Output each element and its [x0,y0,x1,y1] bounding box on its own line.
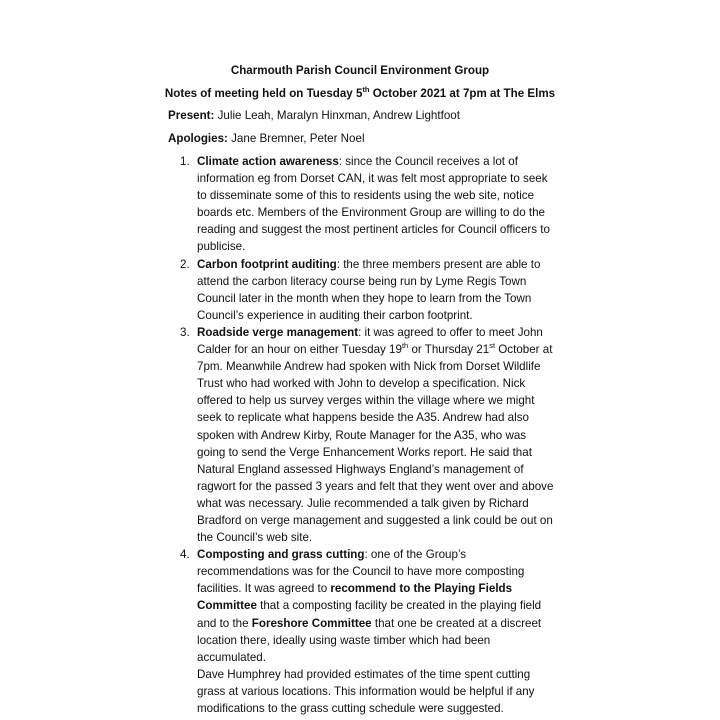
item-text: or Thursday 21 [408,343,490,357]
apologies-label: Apologies: [168,132,228,145]
item-number: 3. [180,325,190,339]
agenda-item-roadside-verge [180,324,555,546]
item-text: : the three members present are able to attend the carbon literacy course being run by Lyme Regis Town Council later in the month when they hope to learn from the Town Council’s experience in auditing their carbon footprint. [197,257,541,322]
item-bold-text: Foreshore Committee [251,616,372,630]
present-line [168,107,460,124]
item-number: 2. [180,257,190,271]
item-extra-paragraph: Dave Humphrey had provided estimates of the time spent cutting grass at various locations. This information would be helpful if any modifications to the grass cutting schedule were suggested. [197,667,535,715]
item-number: 4. [180,548,190,562]
item-heading: Roadside verge management [197,325,359,339]
item-heading: Carbon footprint auditing [197,257,337,271]
present-names: Julie Leah, Maralyn Hinxman, Andrew Lightfoot [214,109,460,122]
item-text: : it was agreed to offer to meet John Calder for an hour on either Tuesday 19 [197,325,543,357]
item-text: that one be created at a discreet location there, ideally using waste timber which had been accumulated. [197,616,542,664]
apologies-line [168,130,365,147]
item-text: : one of the Group’s recommendations was for the Council to have more composting facilities. It was agreed to [197,548,525,596]
item-heading: Composting and grass cutting [197,548,365,562]
document-title: Charmouth Parish Council Environment Group [230,64,490,77]
apologies-names: Jane Bremner, Peter Noel [227,132,365,145]
item-text: : since the Council receives a lot of information eg from Dorset CAN, it was felt most appropriate to seek to disseminate some of this to residents using the web site, notice boards etc. Members of the Environment Group are willing to do the reading and suggest the most pertinent articles for Council officers to publicise. [197,155,550,254]
meeting-title-suffix: October 2021 at 7pm at The Elms [369,87,556,100]
present-label: Present: [168,109,215,122]
agenda-item-carbon-footprint [180,256,555,324]
item-text: that a composting facility be created in the playing field and to the [197,599,542,630]
item-number: 1. [180,155,190,168]
item-bold-text: recommend to the Playing Fields Committee [197,582,513,613]
meeting-title-prefix: Notes of meeting held on Tuesday 5 [164,87,363,100]
meeting-title-ordinal: th [362,85,370,95]
item-ordinal: th [401,341,409,351]
item-text: October at 7pm. Meanwhile Andrew had spoken with Nick from Dorset Wildlife Trust who had worked with John to develop a specification. Nick offered to help us survey verges within the village where we might seek to replicate what happens beside the A35. Andrew had also spoken with Andrew Kirby, Route Manager for the A35, who was going to send the Verge Enhancement Works report. He said that Natural England assessed Highways England’s management of ragwort for the passed 3 years and felt that they went over and above what was necessary. Julie recommended a talk given by Richard Bradford on verge management and suggested a link could be out on the Council’s web site. [197,343,554,545]
item-heading: Climate action awareness [197,155,339,168]
agenda-list [180,153,555,717]
item-ordinal: st [489,341,496,351]
meeting-title [0,85,720,102]
agenda-item-composting [180,546,555,717]
agenda-item-climate-action [180,153,555,256]
